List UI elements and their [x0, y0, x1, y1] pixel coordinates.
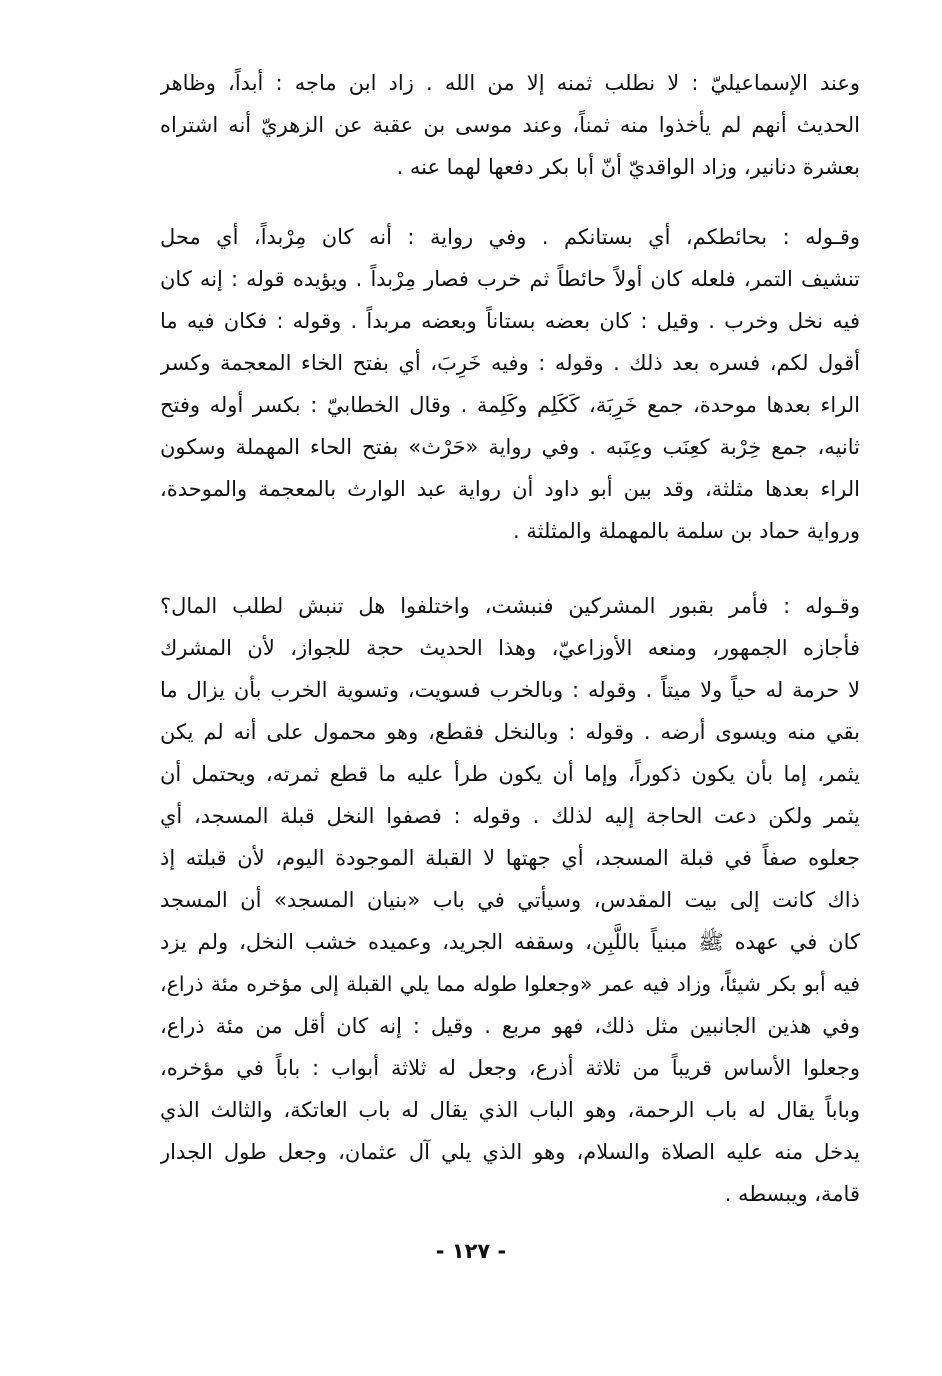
text-line: وباباً يقال له باب الرحمة، وهو الباب الذي يقال له باب العاتكة، والثالث الذي — [160, 1098, 860, 1122]
text-line: لا حرمة له حياً ولا ميتاً . وقوله : وبالخرب فسويت، وتسوية الخرب بأن يزال ما — [160, 678, 860, 702]
text-line: ثانيه، جمع خِرْبة كعِنَب وعِنَبه . وفي رواية «حَرْث» بفتح الحاء المهملة وسكون — [160, 435, 860, 459]
page-number: - ١٢٧ - — [435, 1239, 507, 1263]
text-line: يدخل منه عليه الصلاة والسلام، وهو الذي يلي آل عثمان، وجعل طول الجدار — [160, 1140, 860, 1164]
text-line: وعند الإسماعيليّ : لا نطلب ثمنه إلا من الله . زاد ابن ماجه : أبداً، وظاهر — [160, 71, 860, 95]
text-line: فيه نخل وخرب . وقيل : كان بعضه بستاناً وبعضه مربداً . وقوله : فكان فيه ما — [160, 309, 860, 333]
text-line: جعلوه صفاً في قبلة المسجد، أي جهتها لا القبلة الموجودة اليوم، لأن قبلته إذ — [160, 846, 860, 870]
text-line: الراء بعدها مثلثة، وقد بين أبو داود أن رواية عبد الوارث بالمعجمة والموحدة، — [160, 477, 860, 501]
text-line: ذاك كانت إلى بيت المقدس، وسيأتي في باب «بنيان المسجد» أن المسجد — [160, 888, 860, 912]
text-line: أقول لكم، فسره بعد ذلك . وقوله : وفيه خَرِبَ، أي بفتح الخاء المعجمة وكسر — [160, 351, 860, 375]
text-line: الراء بعدها موحدة، جمع خَرِبَة، كَكَلِم وكَلِمة . وقال الخطابيّ : بكسر أوله وفتح — [160, 393, 860, 417]
text-line: يثمر، إما بأن يكون ذكوراً، وإما أن يكون طرأ عليه ما قطع ثمرته، ويحتمل أن — [160, 762, 860, 786]
text-line: وقـوله : فأمر بقبور المشركين فنبشت، واختلفوا هل تنبش لطلب المال؟ — [160, 594, 860, 618]
text-line: فيه أبو بكر شيئاً، وزاد فيه عمر «وجعلوا طوله مما يلي القبلة إلى مؤخره مئة ذراع، — [160, 972, 860, 996]
text-line: تنشيف التمر، فلعله كان أولاً حائطاً ثم خرب فصار مِرْبداً . ويؤيده قوله : إنه كان — [160, 267, 860, 291]
paragraph-3 — [160, 585, 860, 1215]
text-line: يثمر ولكن دعت الحاجة إليه لذلك . وقوله : فصفوا النخل قبلة المسجد، أي — [160, 804, 860, 828]
text-line: ورواية حماد بن سلمة بالمهملة والمثلثة . — [513, 519, 860, 543]
text-line: بقي منه ويسوى أرضه . وقوله : وبالنخل فقطع، وهو محمول على أنه لم يكن — [160, 720, 860, 744]
text-line: وفي هذين الجانبين مثل ذلك، فهو مربع . وقيل : إنه كان أقل من مئة ذراع، — [160, 1014, 860, 1038]
text-line: بعشرة دنانير، وزاد الواقديّ أنّ أبا بكر دفعها لهما عنه . — [396, 155, 860, 179]
text-line: قامة، ويبسطه . — [724, 1182, 860, 1206]
paragraph-1 — [160, 62, 860, 188]
text-line: فأجازه الجمهور، ومنعه الأوزاعيّ، وهذا الحديث حجة للجواز، لأن المشرك — [160, 636, 860, 660]
text-line: الحديث أنهم لم يأخذوا منه ثمناً، وعند موسى بن عقبة عن الزهريّ أنه اشتراه — [160, 113, 860, 137]
text-line: كان في عهده ﷺ مبنياً باللَّبِن، وسقفه الجريد، وعميده خشب النخل، ولم يزد — [160, 930, 860, 954]
text-line: وقـوله : بحائطكم، أي بستانكم . وفي رواية : أنه كان مِرْبداً، أي محل — [160, 225, 860, 249]
paragraph-2 — [160, 216, 860, 552]
text-line: وجعلوا الأساس قريباً من ثلاثة أذرع، وجعل له ثلاثة أبواب : باباً في مؤخره، — [160, 1056, 860, 1080]
